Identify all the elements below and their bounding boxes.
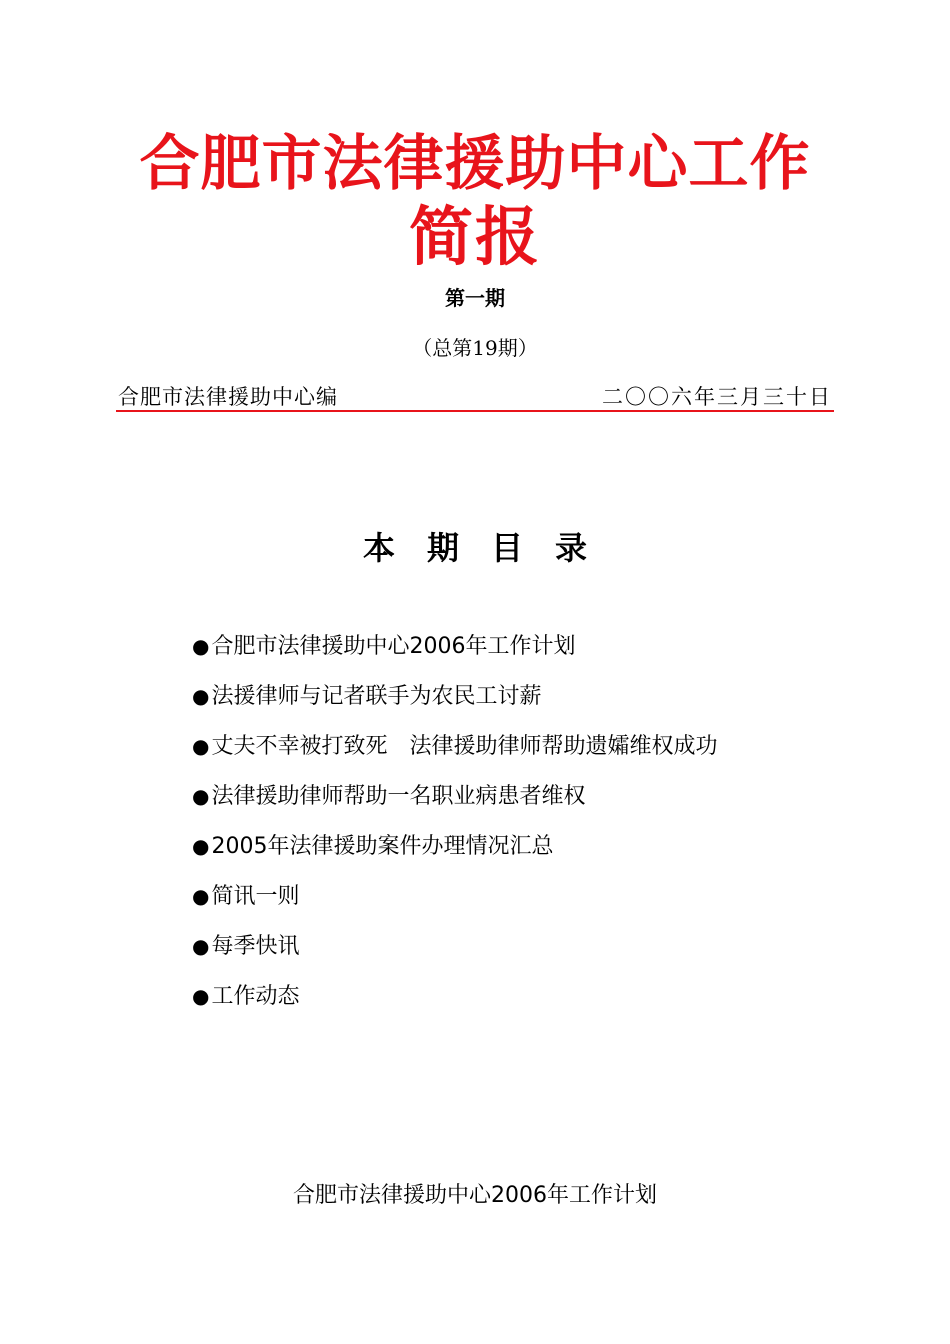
bullet-icon: ● bbox=[192, 634, 210, 658]
publisher: 合肥市法律援助中心编 bbox=[118, 385, 338, 409]
red-divider-rule bbox=[116, 410, 834, 412]
bullet-icon: ● bbox=[192, 984, 210, 1008]
toc-item bbox=[192, 876, 852, 926]
issue-number: 第一期 bbox=[445, 286, 505, 310]
toc-item bbox=[192, 626, 852, 676]
bulletin-title-line2: 简报 bbox=[409, 201, 541, 275]
toc-item bbox=[192, 976, 852, 1026]
bullet-icon: ● bbox=[192, 734, 210, 758]
bullet-icon: ● bbox=[192, 784, 210, 808]
bullet-icon: ● bbox=[192, 884, 210, 908]
toc-item-label: 简讯一则 bbox=[211, 884, 300, 909]
bullet-icon: ● bbox=[192, 684, 210, 708]
toc-item-label: 工作动态 bbox=[211, 984, 300, 1009]
toc-list bbox=[192, 626, 852, 1026]
toc-item-label: 丈夫不幸被打致死 法律援助律师帮助遗孀维权成功 bbox=[211, 734, 718, 759]
bulletin-title-line1: 合肥市法律援助中心工作 bbox=[139, 129, 811, 199]
toc-item-label: 2005年法律援助案件办理情况汇总 bbox=[211, 834, 554, 859]
toc-item-label: 法律援助律师帮助一名职业病患者维权 bbox=[211, 784, 586, 809]
toc-item-label: 合肥市法律援助中心2006年工作计划 bbox=[211, 634, 576, 659]
section-title: 合肥市法律援助中心2006年工作计划 bbox=[293, 1183, 657, 1208]
toc-item bbox=[192, 726, 852, 776]
toc-heading: 本期目录 bbox=[362, 529, 619, 567]
toc-item-label: 法援律师与记者联手为农民工讨薪 bbox=[211, 684, 542, 709]
bullet-icon: ● bbox=[192, 934, 210, 958]
toc-item bbox=[192, 776, 852, 826]
bullet-icon: ● bbox=[192, 834, 210, 858]
toc-item-label: 每季快讯 bbox=[211, 934, 300, 959]
publish-date: 二〇〇六年三月三十日 bbox=[602, 385, 832, 409]
toc-item bbox=[192, 926, 852, 976]
toc-item bbox=[192, 676, 852, 726]
masthead bbox=[118, 382, 832, 412]
toc-item bbox=[192, 826, 852, 876]
total-issue-number: （总第19期） bbox=[412, 336, 538, 360]
